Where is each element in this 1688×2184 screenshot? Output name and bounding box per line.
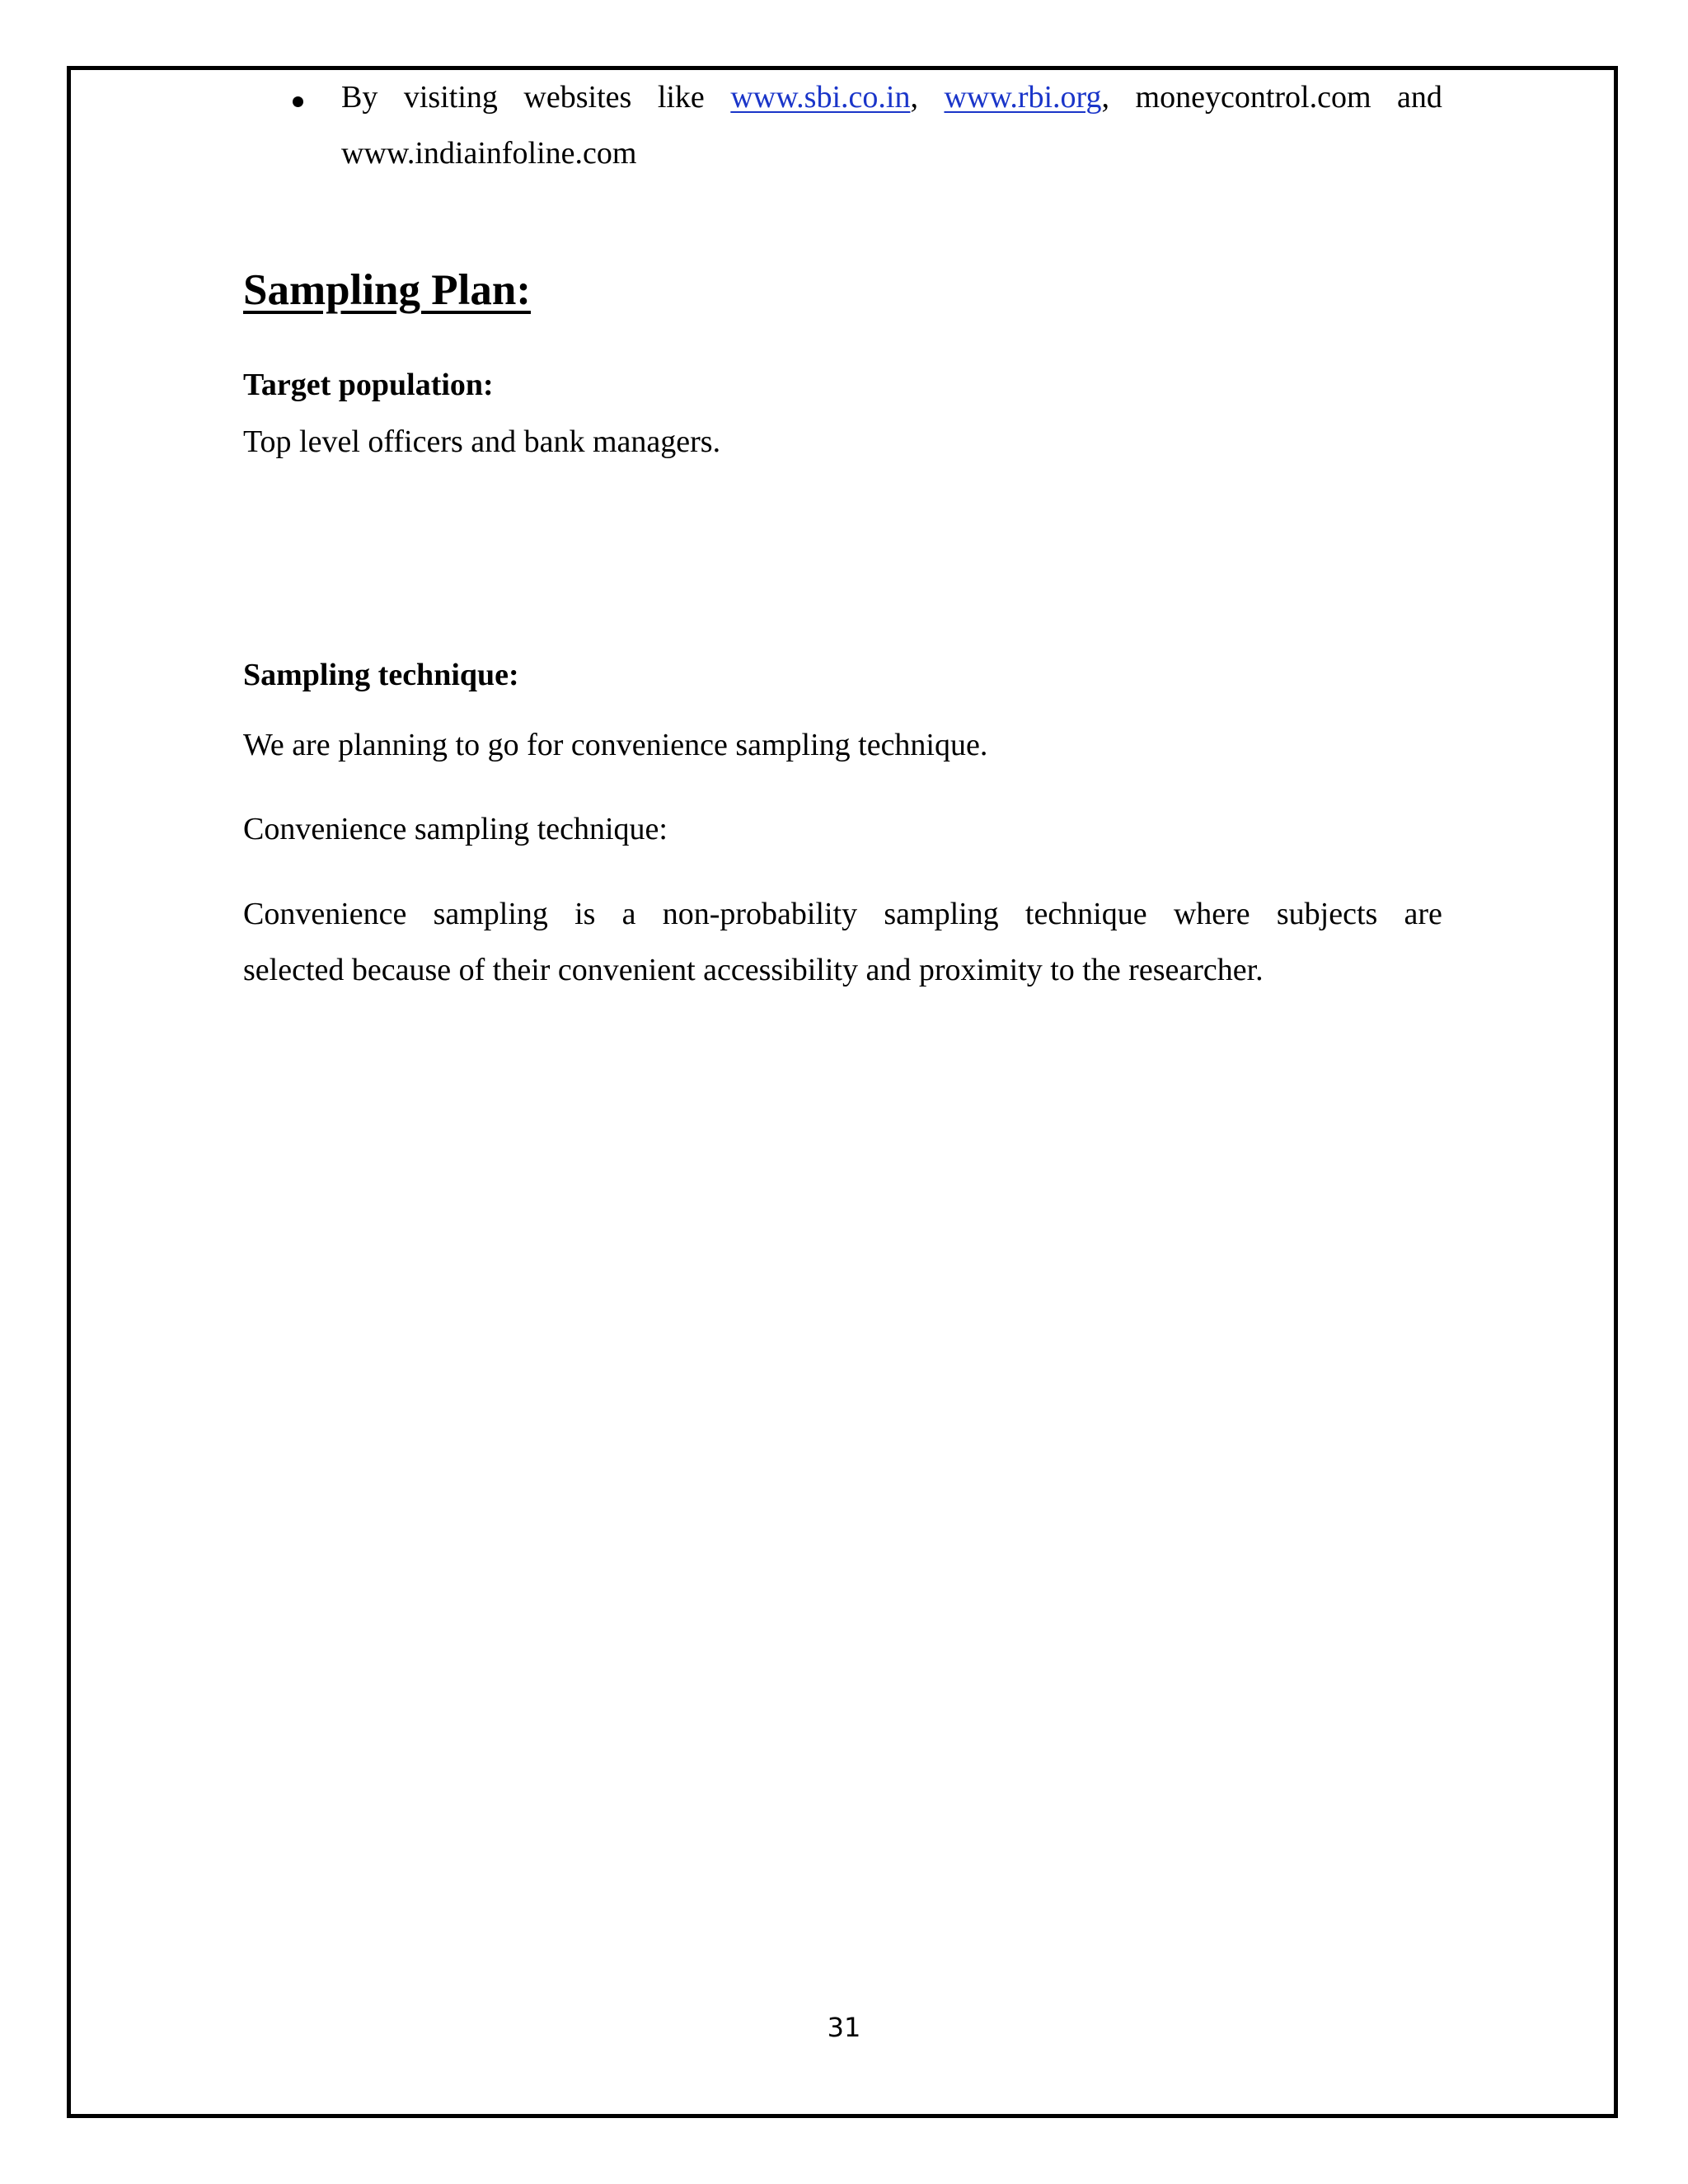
definition-word: where: [1173, 897, 1250, 931]
link-rbi[interactable]: www.rbi.org: [944, 80, 1102, 115]
bullet-line-2: www.indiainfoline.com: [341, 136, 637, 171]
comma: ,: [910, 80, 918, 115]
convenience-sampling-label: Convenience sampling technique:: [243, 812, 668, 846]
definition-word: non-probability: [662, 897, 858, 931]
definition-word: is: [574, 897, 596, 931]
target-population-label: Target population:: [243, 368, 494, 402]
target-population-text: Top level officers and bank managers.: [243, 424, 721, 459]
bullet-word: websites: [523, 80, 632, 115]
definition-word: technique: [1025, 897, 1147, 931]
definition-line-2: selected because of their convenient accessibility and proximity to the researcher.: [243, 953, 1264, 987]
definition-word: Convenience: [243, 897, 407, 931]
comma: ,: [1101, 80, 1110, 115]
bullet-word: and: [1397, 80, 1442, 115]
bullet-word: visiting: [403, 80, 498, 115]
definition-word: a: [621, 897, 636, 931]
page-number: 31: [827, 2012, 861, 2043]
definition-word: are: [1404, 897, 1442, 931]
link-group-rbi: [944, 69, 1109, 125]
bullet-word: moneycontrol.com: [1135, 80, 1372, 115]
definition-word: sampling: [884, 897, 999, 931]
page-heading: Sampling Plan:: [243, 266, 532, 314]
bullet-word: By: [341, 80, 378, 115]
definition-word: subjects: [1276, 897, 1378, 931]
link-group-sbi: [730, 69, 918, 125]
definition-word: sampling: [433, 897, 548, 931]
link-sbi[interactable]: www.sbi.co.in: [730, 80, 911, 115]
definition-line-1: [243, 886, 1442, 942]
bullet-line-1: [341, 69, 1442, 125]
bullet-icon: [293, 96, 303, 107]
bullet-word: like: [657, 80, 705, 115]
sampling-technique-text: We are planning to go for convenience sampling technique.: [243, 728, 988, 762]
sampling-technique-label: Sampling technique:: [243, 658, 519, 692]
